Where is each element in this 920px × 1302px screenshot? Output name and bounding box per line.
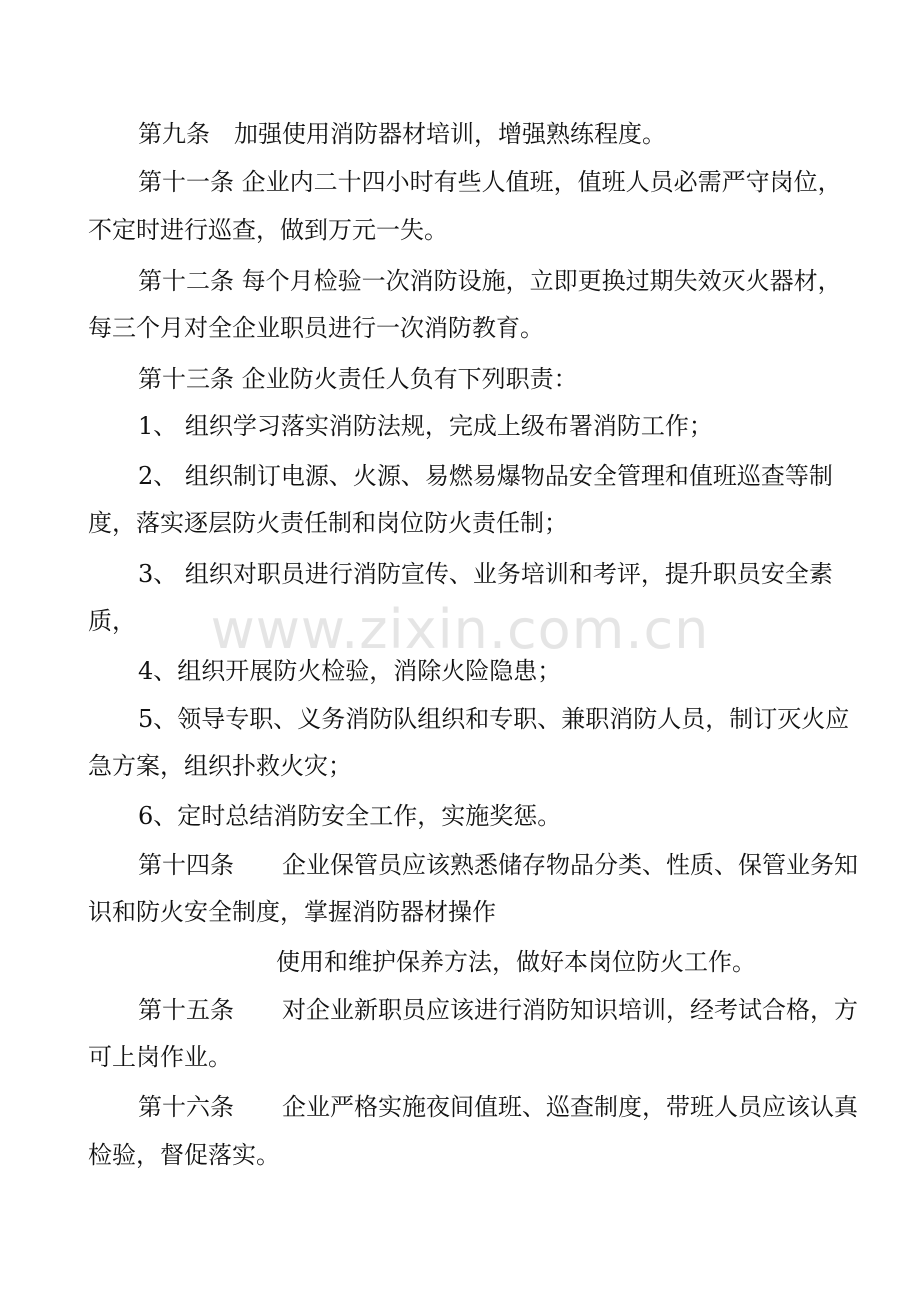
text-line: 质， (88, 607, 136, 635)
text-line: 识和防火安全制度，掌握消防器材操作 (88, 898, 496, 926)
text-line: 使用和维护保养方法，做好本岗位防火工作。 (276, 948, 756, 976)
text-line: 第十一条 企业内二十四小时有些人值班，值班人员必需严守岗位， (138, 168, 842, 196)
text-line: 第十五条 对企业新职员应该进行消防知识培训，经考试合格，方 (138, 996, 858, 1024)
text-line: 5、领导专职、义务消防队组织和专职、兼职消防人员，制订灭火应 (138, 705, 850, 733)
text-line: 第十三条 企业防火责任人负有下列职责： (138, 365, 578, 393)
text-line: 不定时进行巡查，做到万元一失。 (88, 216, 448, 244)
text-line: 3、 组织对职员进行消防宣传、业务培训和考评，提升职员安全素 (138, 560, 833, 588)
text-line: 第九条 加强使用消防器材培训，增强熟练程度。 (138, 120, 666, 148)
text-line: 急方案，组织扑救火灾； (88, 752, 352, 780)
text-line: 每三个月对全企业职员进行一次消防教育。 (88, 314, 544, 342)
text-line: 检验，督促落实。 (88, 1141, 280, 1169)
watermark: www.zixin.com.cn (210, 598, 710, 661)
text-line: 可上岗作业。 (88, 1043, 232, 1071)
text-line: 第十二条 每个月检验一次消防设施，立即更换过期失效灭火器材， (138, 267, 842, 295)
text-line: 1、 组织学习落实消防法规，完成上级布署消防工作； (138, 412, 713, 440)
text-line: 度，落实逐层防火责任制和岗位防火责任制； (88, 509, 568, 537)
text-line: 第十四条 企业保管员应该熟悉储存物品分类、性质、保管业务知 (138, 851, 858, 879)
text-line: 第十六条 企业严格实施夜间值班、巡查制度，带班人员应该认真 (138, 1093, 858, 1121)
text-line: 4、组织开展防火检验，消除火险隐患； (138, 657, 562, 685)
text-line: 6、定时总结消防安全工作，实施奖惩。 (138, 802, 562, 830)
text-line: 2、 组织制订电源、火源、易燃易爆物品安全管理和值班巡查等制 (138, 462, 833, 490)
